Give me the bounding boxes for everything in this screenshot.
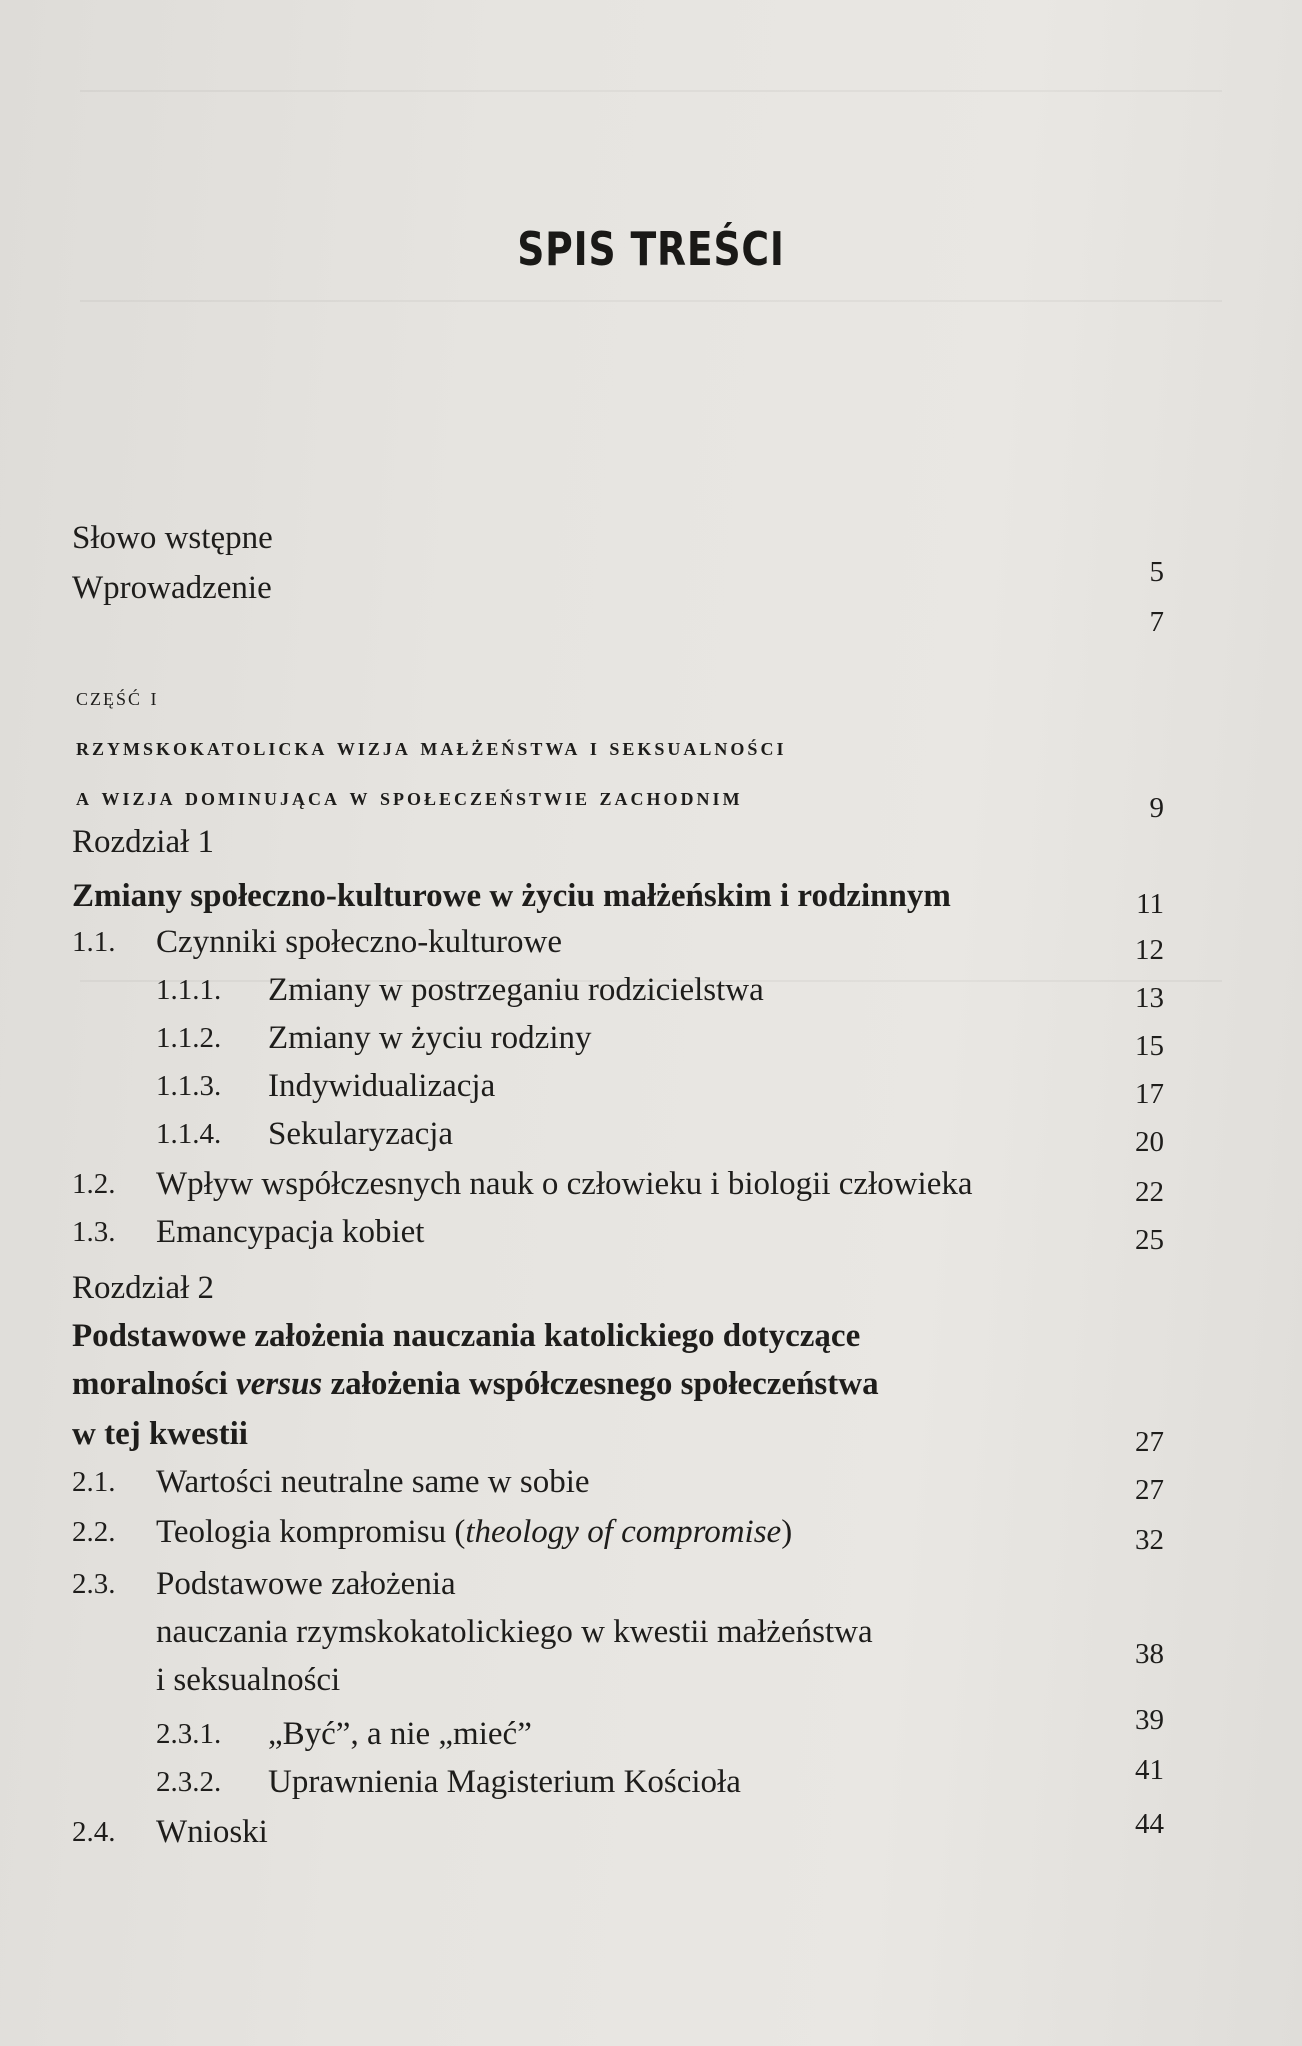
toc-entry-page: 17 [1135, 1078, 1164, 1110]
toc-entry-number: 2.4. [72, 1816, 116, 1848]
toc-entry-page: 12 [1135, 934, 1164, 966]
toc-entry-number: 2.1. [72, 1466, 116, 1498]
toc-entry-text: „Być”, a nie „mieć” [268, 1716, 532, 1752]
toc-entry-text: Sekularyzacja [268, 1116, 454, 1152]
bleed-through-line [80, 90, 1222, 92]
chapter-title-part: moralności [72, 1366, 237, 1402]
toc-entry-number: 2.3.1. [156, 1718, 222, 1750]
toc-entry-text: Uprawnienia Magisterium Kościoła [268, 1764, 741, 1800]
toc-entry-text: Podstawowe założenia [156, 1566, 456, 1602]
toc-entry-number: 1.1.2. [156, 1022, 222, 1054]
toc-entry-number: 1.3. [72, 1216, 116, 1248]
toc-entry-text: Wartości neutralne same w sobie [156, 1464, 590, 1500]
toc-entry-text-part: ) [781, 1514, 793, 1550]
toc-entry-page: 11 [1136, 888, 1164, 920]
toc-entry-page: 44 [1135, 1808, 1164, 1840]
toc-entry-text-part: Teologia kompromisu ( [156, 1514, 466, 1550]
toc-entry-page: 38 [1135, 1638, 1164, 1670]
toc-entry-text: Wnioski [156, 1814, 268, 1850]
toc-entry-page: 20 [1135, 1126, 1164, 1158]
toc-entry-text: Czynniki społeczno-kulturowe [156, 924, 562, 960]
toc-entry-page: 27 [1135, 1474, 1164, 1506]
toc-entry-text: Zmiany w życiu rodziny [268, 1020, 592, 1056]
toc-entry-text: Emancypacja kobiet [156, 1214, 425, 1250]
toc-entry-text: nauczania rzymskokatolickiego w kwestii małżeństwa [156, 1614, 873, 1650]
toc-entry-text: Wpływ współczesnych nauk o człowieku i biologii człowieka [156, 1166, 973, 1202]
toc-entry-page: 39 [1135, 1704, 1164, 1736]
toc-entry-text: Wprowadzenie [72, 570, 272, 606]
toc-entry-number: 2.3.2. [156, 1766, 222, 1798]
toc-entry-page: 5 [1149, 556, 1164, 588]
toc-entry-page: 32 [1135, 1524, 1164, 1556]
toc-entry-page: 22 [1135, 1176, 1164, 1208]
part-label: część i [76, 682, 159, 711]
toc-entry-number: 1.1. [72, 926, 116, 958]
toc-entry-number: 1.1.3. [156, 1070, 222, 1102]
toc-entry-text: Słowo wstępne [72, 520, 273, 556]
toc-entry-number: 2.2. [72, 1516, 116, 1548]
toc-entry-page: 15 [1135, 1030, 1164, 1062]
toc-entry-page: 27 [1135, 1426, 1164, 1458]
part-page: 9 [1149, 792, 1164, 824]
chapter-label-text: Rozdział 1 [72, 824, 215, 860]
toc-entry-page: 7 [1149, 606, 1164, 638]
toc-entry-page: 13 [1135, 982, 1164, 1014]
part-title-line: a wizja dominująca w społeczeństwie zachodnim [76, 782, 743, 811]
toc-entry-emphasis: theology of compromise [465, 1514, 782, 1550]
toc-entry-text: Indywidualizacja [268, 1068, 496, 1104]
toc-entry-text: Zmiany w postrzeganiu rodzicielstwa [268, 972, 764, 1008]
toc-entry-text: i seksualności [156, 1662, 341, 1698]
toc-entry-number: 1.1.1. [156, 974, 222, 1006]
page-title: SPIS TREŚCI [517, 222, 785, 276]
chapter-title-text: w tej kwestii [72, 1416, 248, 1452]
toc-entry-number: 1.2. [72, 1168, 116, 1200]
bleed-through-line [80, 300, 1222, 302]
toc-entry-text [156, 1512, 792, 1552]
toc-entry-number: 1.1.4. [156, 1118, 222, 1150]
chapter-title-emphasis: versus [236, 1366, 323, 1402]
toc-entry-number: 2.3. [72, 1568, 116, 1600]
chapter-title-text: Zmiany społeczno-kulturowe w życiu małżeńskim i rodzinnym [72, 878, 951, 914]
toc-entry-page: 25 [1135, 1224, 1164, 1256]
chapter-title-part: założenia współczesnego społeczeństwa [322, 1366, 879, 1402]
chapter-label-text: Rozdział 2 [72, 1270, 215, 1306]
chapter-title-text [72, 1364, 879, 1404]
part-title-line: rzymskokatolicka wizja małżeństwa i seksualności [76, 732, 787, 761]
toc-entry-page: 41 [1135, 1754, 1164, 1786]
chapter-title-text: Podstawowe założenia nauczania katolickiego dotyczące [72, 1318, 861, 1354]
